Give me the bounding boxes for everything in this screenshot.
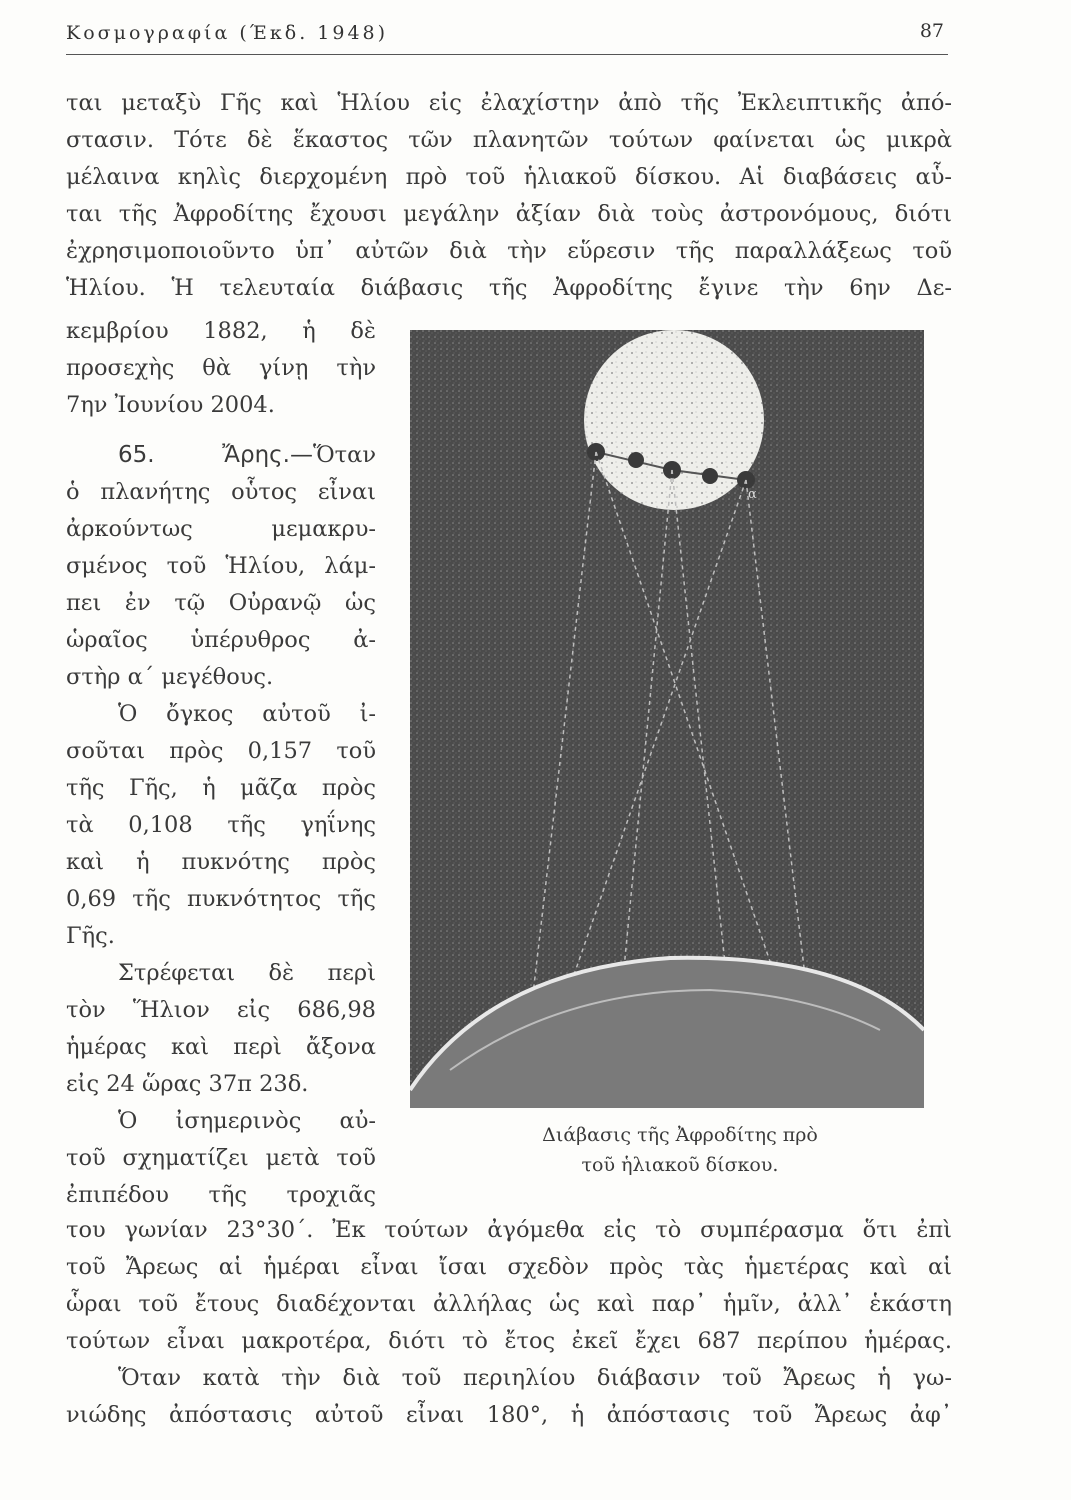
- section-heading: [66, 440, 376, 470]
- running-title: Κοσμογραφία (Έκδ. 1948): [66, 22, 389, 44]
- section-first-word: Ὅταν: [312, 442, 376, 468]
- text-line: Ἡλίου. Ἡ τελευταία διάβασις τῆς Ἀφροδίτης ἔγινε τὴν 6ην Δε-: [66, 275, 952, 301]
- caption-line: Διάβασις τῆς Ἀφροδίτης πρὸ: [542, 1124, 818, 1146]
- text-line: Στρέφεται δὲ περὶ: [118, 960, 376, 986]
- page-header: [66, 18, 948, 55]
- text-line: στὴρ α΄ μεγέθους.: [66, 664, 274, 690]
- text-line: Γῆς.: [66, 923, 115, 949]
- text-line: τούτων εἶναι μακροτέρα, διότι τὸ ἔτος ἐκεῖ ἔχει 687 περίπου ἡμέρας.: [66, 1328, 952, 1354]
- text-line: τὰ 0,108 τῆς γηΐνης: [66, 812, 376, 838]
- text-line: κεμβρίου 1882, ἡ δὲ: [66, 318, 376, 344]
- text-line: ται μεταξὺ Γῆς καὶ Ἡλίου εἰς ἐλαχίστην ἀπὸ τῆς Ἐκλειπτικῆς ἀπό-: [66, 90, 952, 116]
- text-line: τὸν Ἥλιον εἰς 686,98: [66, 997, 376, 1023]
- text-line: πει ἐν τῷ Οὐρανῷ ὡς: [66, 590, 376, 616]
- text-line: σμένος τοῦ Ἡλίου, λάμ-: [66, 553, 376, 579]
- figure-label: α: [748, 487, 757, 502]
- text-line: τοῦ σχηματίζει μετὰ τοῦ: [66, 1145, 376, 1171]
- venus-transit-figure: [410, 330, 924, 1108]
- text-line: τῆς Γῆς, ἡ μᾶζα πρὸς: [66, 775, 376, 801]
- text-line: τοῦ Ἄρεως αἱ ἡμέραι εἶναι ἴσαι σχεδὸν πρὸς τὰς ἡμετέρας καὶ αἱ: [66, 1254, 952, 1280]
- text-line: ἐπιπέδου τῆς τροχιᾶς: [66, 1182, 376, 1208]
- text-line: ἡμέρας καὶ περὶ ἄξονα: [66, 1034, 376, 1060]
- text-line: 0,69 τῆς πυκνότητος τῆς: [66, 886, 376, 912]
- text-line: στασιν. Τότε δὲ ἕκαστος τῶν πλανητῶν τούτων φαίνεται ὡς μικρὰ: [66, 127, 952, 153]
- text-line: ὡραῖος ὑπέρυθρος ἀ-: [66, 627, 376, 653]
- figure-illustration: [410, 330, 924, 1108]
- text-line: σοῦται πρὸς 0,157 τοῦ: [66, 738, 376, 764]
- figure-caption: [500, 1120, 860, 1180]
- text-line: καὶ ἡ πυκνότης πρὸς: [66, 849, 376, 875]
- section-number: 65. Ἄρης.—: [118, 442, 313, 468]
- text-line: ὧραι τοῦ ἔτους διαδέχονται ἀλλήλας ὡς καὶ παρ᾿ ἡμῖν, ἀλλ᾿ ἑκάστη: [66, 1291, 952, 1317]
- text-line: προσεχὴς θὰ γίνῃ τὴν: [66, 355, 376, 381]
- text-line: του γωνίαν 23°30΄. Ἐκ τούτων ἀγόμεθα εἰς τὸ συμπέρασμα ὅτι ἐπὶ: [66, 1217, 952, 1243]
- text-line: ται τῆς Ἀφροδίτης ἔχουσι μεγάλην ἀξίαν διὰ τοὺς ἀστρονόμους, διότι: [66, 201, 952, 227]
- text-line: Ὁ ἰσημερινὸς αὐ-: [118, 1108, 376, 1134]
- text-line: ὁ πλανήτης οὗτος εἶναι: [66, 479, 376, 505]
- text-line: Ὁ ὄγκος αὐτοῦ ἰ-: [118, 701, 376, 727]
- text-line: εἰς 24 ὥρας 37π 23δ.: [66, 1071, 309, 1097]
- text-line: νιώδης ἀπόστασις αὐτοῦ εἶναι 180°, ἡ ἀπόστασις τοῦ Ἄρεως ἀφ᾿: [66, 1402, 952, 1428]
- text-line: μέλαινα κηλὶς διερχομένη πρὸ τοῦ ἡλιακοῦ δίσκου. Αἱ διαβάσεις αὗ-: [66, 164, 952, 190]
- text-line: ἐχρησιμοποιοῦντο ὑπ᾿ αὐτῶν διὰ τὴν εὕρεσιν τῆς παραλλάξεως τοῦ: [66, 238, 952, 264]
- text-line: Ὅταν κατὰ τὴν διὰ τοῦ περιηλίου διάβασιν τοῦ Ἄρεως ἡ γω-: [118, 1365, 952, 1391]
- text-line: 7ην Ἰουνίου 2004.: [66, 392, 275, 418]
- text-line: ἀρκούντως μεμακρυ-: [66, 516, 376, 542]
- page-number: 87: [919, 20, 944, 42]
- caption-line: τοῦ ἡλιακοῦ δίσκου.: [581, 1154, 779, 1176]
